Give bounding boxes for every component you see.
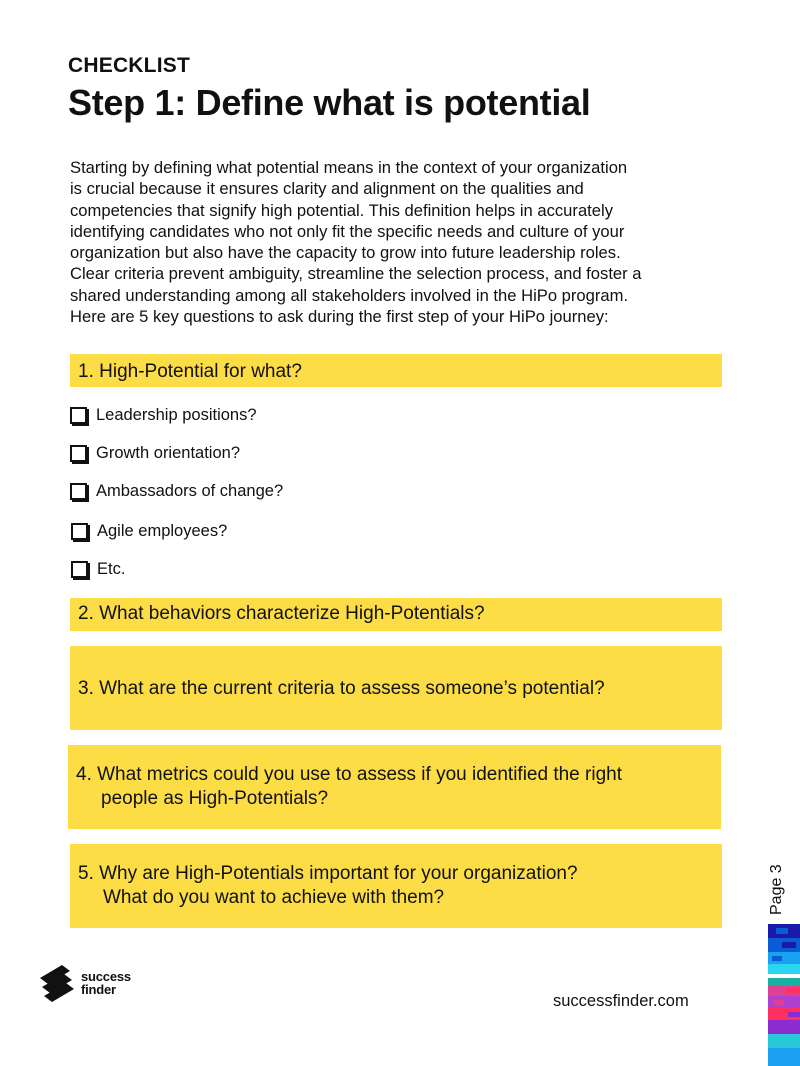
intro-line: shared understanding among all stakeholders involved in the HiPo program. <box>70 285 629 305</box>
checkbox-icon[interactable] <box>71 561 88 578</box>
intro-paragraph <box>70 157 730 327</box>
checklist-item-growth-orientation[interactable] <box>70 442 240 464</box>
question-3-banner <box>70 646 722 730</box>
intro-line: competencies that signify high potential. This definition helps in accurately <box>70 200 613 220</box>
intro-line: Clear criteria prevent ambiguity, streamline the selection process, and foster a <box>70 264 642 284</box>
checklist-item-leadership-positions[interactable] <box>70 404 257 426</box>
checklist-item-label: Etc. <box>97 559 126 578</box>
successfinder-logo-mark-icon <box>38 963 76 1007</box>
question-5-text: 5. Why are High-Potentials important for your organization? <box>78 863 578 884</box>
question-2-text: 2. What behaviors characterize High-Potentials? <box>78 603 485 624</box>
successfinder-logo <box>38 963 148 1007</box>
logo-wordmark <box>81 970 131 996</box>
question-4-continuation: people as High-Potentials? <box>101 788 329 809</box>
logo-word-1: success <box>81 969 131 984</box>
checkbox-icon[interactable] <box>71 523 88 540</box>
checklist-item-etc[interactable] <box>71 558 125 580</box>
checkbox-icon[interactable] <box>70 483 87 500</box>
question-2-banner <box>70 598 722 631</box>
question-4-text: 4. What metrics could you use to assess if you identified the right <box>76 764 622 785</box>
checkbox-icon[interactable] <box>70 445 87 462</box>
checkbox-icon[interactable] <box>70 407 87 424</box>
checklist-item-agile-employees[interactable] <box>71 520 227 542</box>
intro-line: organization but also have the capacity to grow into future leadership roles. <box>70 243 621 263</box>
checklist-item-label: Leadership positions? <box>96 405 257 424</box>
question-5-banner <box>70 844 722 928</box>
question-1-banner <box>70 354 722 387</box>
intro-line: is crucial because it ensures clarity and alignment on the qualities and <box>70 179 584 199</box>
page-number: Page 3 <box>768 864 785 915</box>
checklist-item-label: Ambassadors of change? <box>96 481 284 500</box>
checklist-item-ambassadors-of-change[interactable] <box>70 480 283 502</box>
question-4-banner <box>68 745 721 829</box>
checklist-eyebrow: CHECKLIST <box>68 54 190 77</box>
question-3-text: 3. What are the current criteria to assess someone’s potential? <box>78 678 605 699</box>
intro-line: Starting by defining what potential means in the context of your organization <box>70 158 628 177</box>
website-link[interactable]: successfinder.com <box>553 992 689 1010</box>
intro-line: identifying candidates who not only fit the specific needs and culture of your <box>70 221 625 241</box>
intro-line: Here are 5 key questions to ask during the first step of your HiPo journey: <box>70 307 609 327</box>
question-1-text: 1. High-Potential for what? <box>78 361 302 382</box>
page-title: Step 1: Define what is potential <box>68 82 591 123</box>
question-5-continuation: What do you want to achieve with them? <box>103 887 445 908</box>
checklist-item-label: Growth orientation? <box>96 443 240 462</box>
checklist-item-label: Agile employees? <box>97 521 228 540</box>
logo-word-2: finder <box>81 982 116 997</box>
decorative-color-strip <box>768 924 800 1066</box>
